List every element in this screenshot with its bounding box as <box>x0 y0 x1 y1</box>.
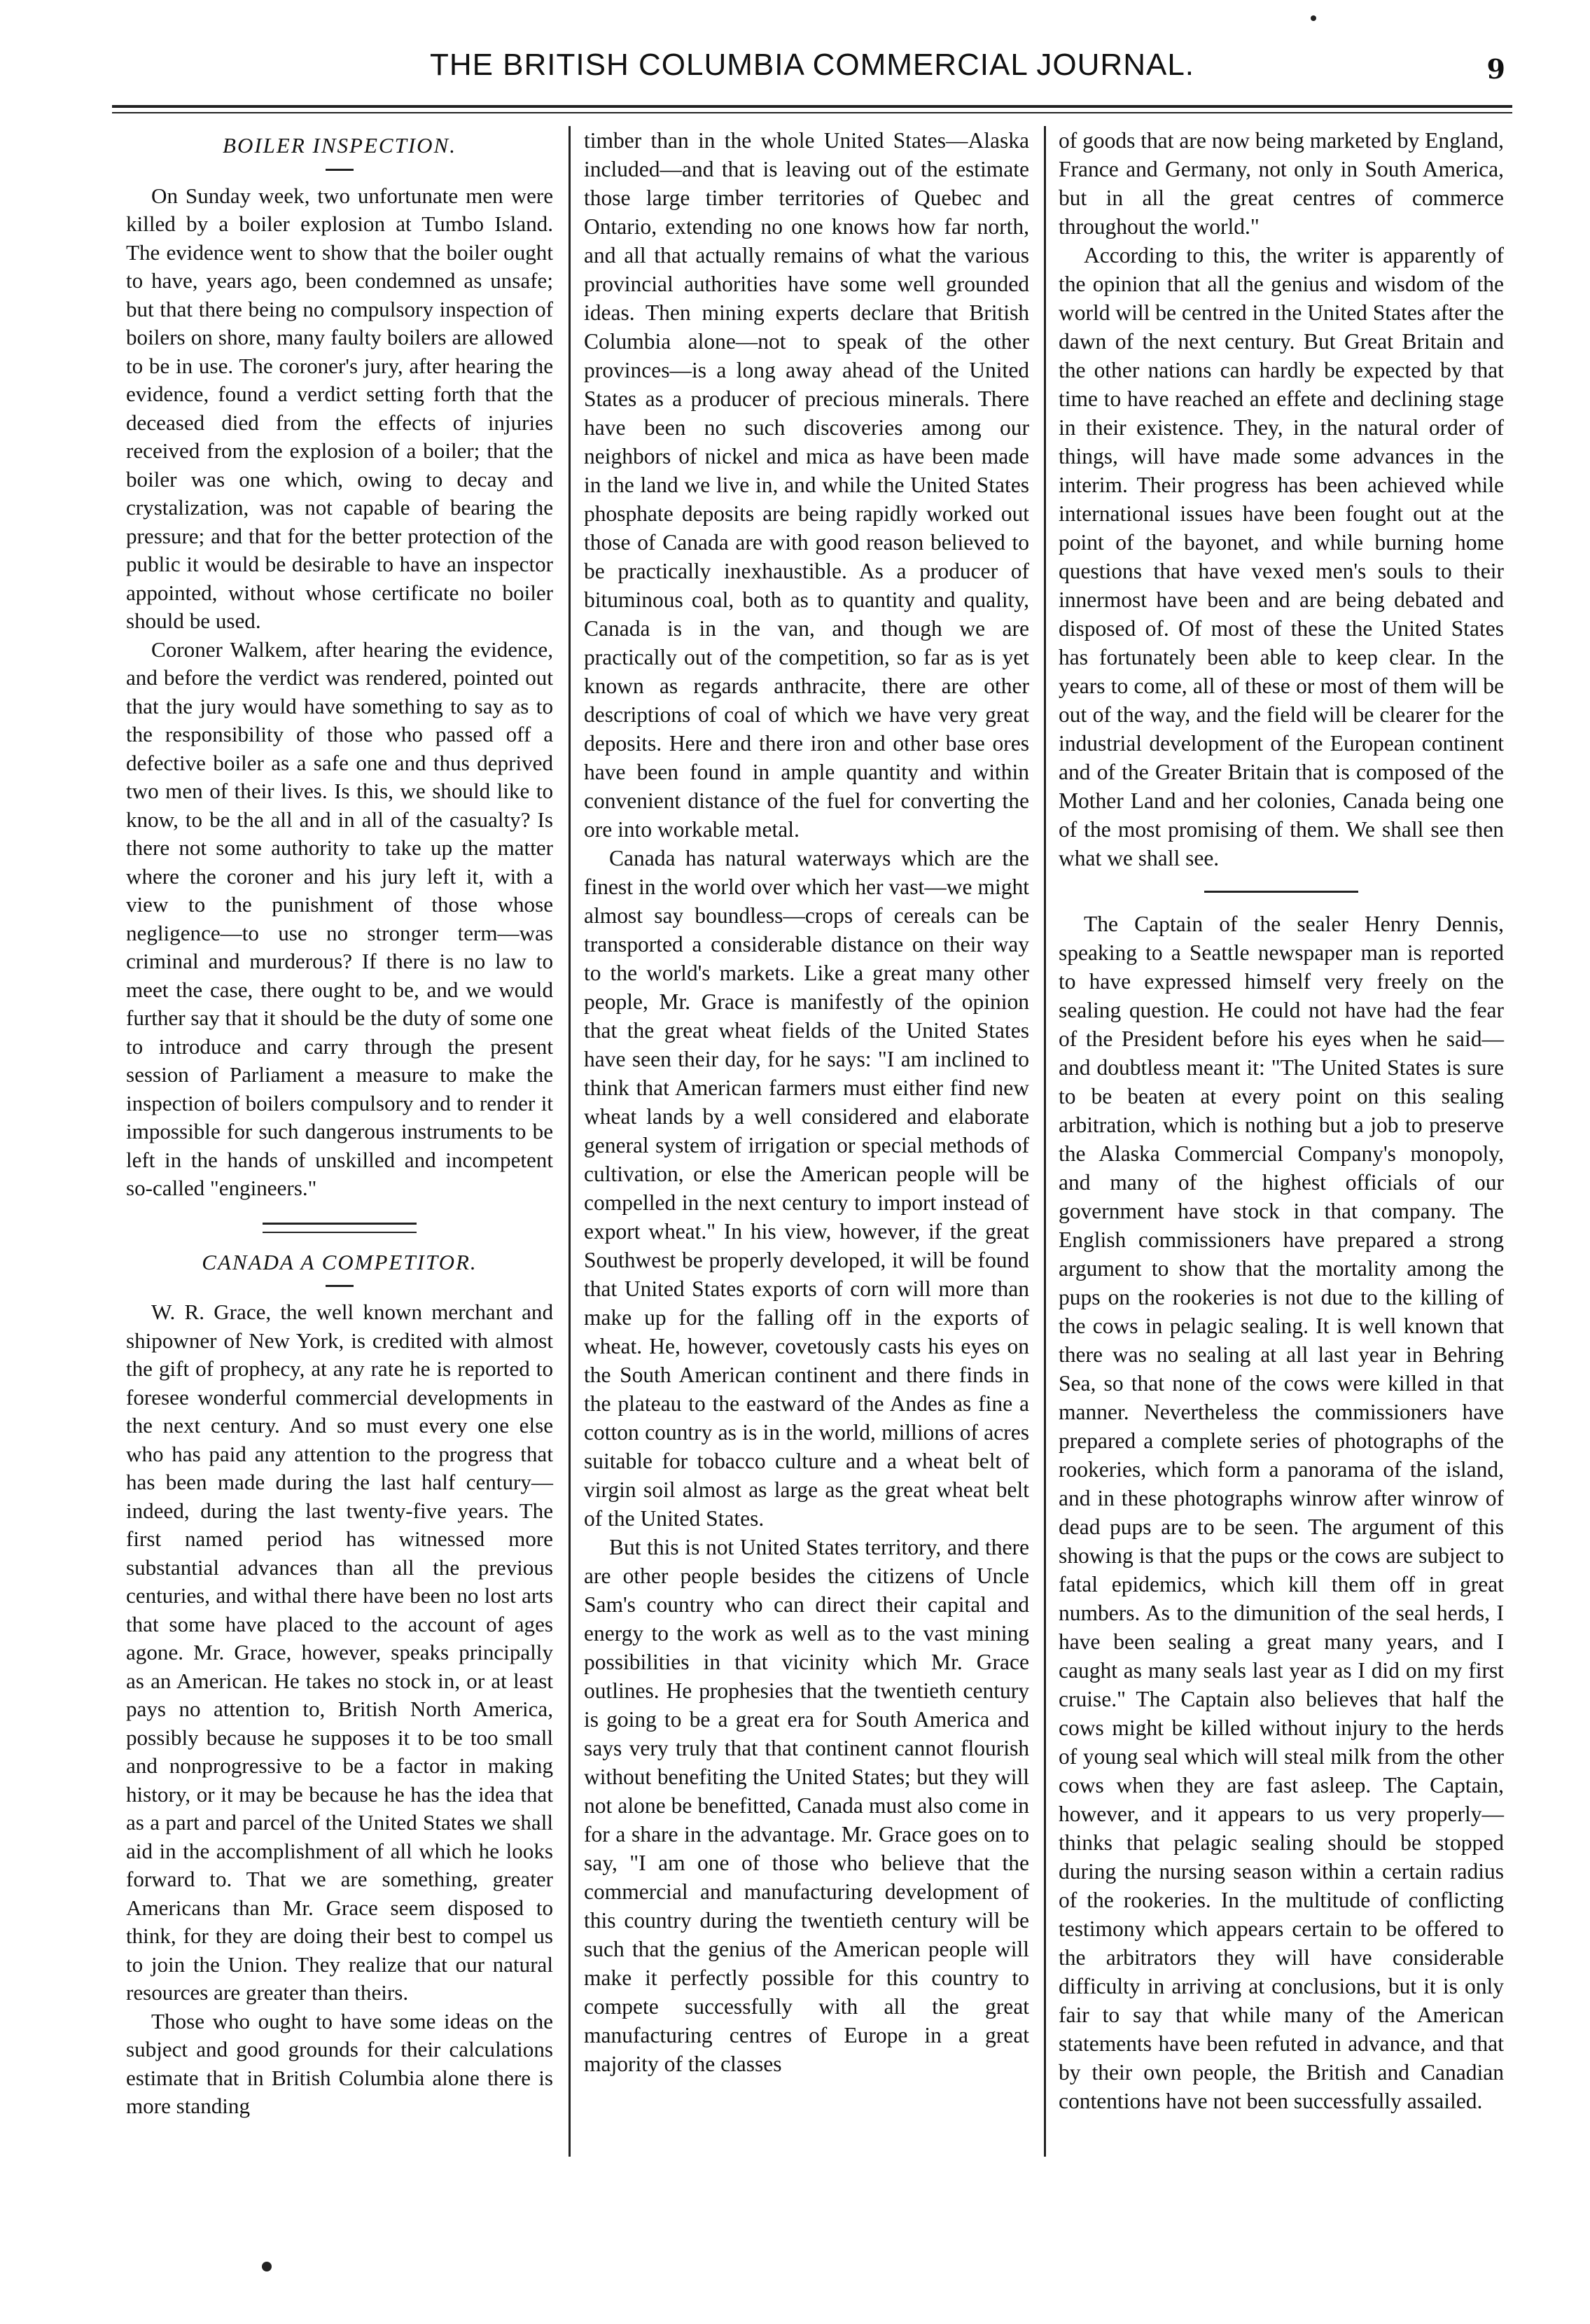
section-divider <box>263 1223 417 1233</box>
article-paragraph: Canada has natural waterways which are the finest in the world over which her vast—we might almost say boundless—crops of cereals can be transported a considerable distance on their way to the world's markets. Like a great many other people, Mr. Grace is manifestly of the opinion that the great wheat fields of the United States have seen their day, for he says: "I am inclined to think that American farmers must either find new wheat lands by a well considered and elaborate general system of irrigation or special methods of cultivation, or else the American people will be compelled in the next century to import instead of export wheat." In his view, however, if the great Southwest be properly developed, it will be found that United States exports of corn will more than make up for the falling off in the exports of wheat. He, however, covetously casts his eyes on the South American continent and there finds in the plateau to the eastward of the Andes as fine a cotton country as is in the world, millions of acres suitable for tobacco culture and a wheat belt of virgin soil almost as large as the great wheat belt of the United States. <box>584 846 1029 1531</box>
article-paragraph: On Sunday week, two unfortunate men were killed by a boiler explosion at Tumbo Island. The evidence went to show that the boiler ought to have, years ago, been condemned as unsafe; but that there being no compulsory inspection of boilers on shore, many faulty boilers are allowed to be in use. The coroner's jury, after hearing the evidence, found a verdict setting forth that the deceased died from the effects of injuries received from the explosion of a boiler; that the boiler was one which, owing to decay and crystalization, was not capable of bearing the pressure; and that for the better protection of the public it would be desirable to have an inspector appointed, without whose certificate no boiler should be used. <box>126 183 553 633</box>
article-paragraph: According to this, the writer is apparently of the opinion that all the genius and wisdom of the world will be centred in the United States after the dawn of the next century. But Great Britain and the other nations can hardly be expected by that time to have reached an effete and declining stage in their existence. They, in the natural order of things, will have made some advances in the interim. Their progress has been achieved while international issues have been fought out at the point of the bayonet, and while burning home questions that have vexed men's souls to their innermost have been and are being debated and disposed of. Of most of these the United States has fortunately been able to keep clear. In the years to come, all of these or most of them will be out of the way, and the field will be clearer for the industrial development of the European continent and of the Greater Britain that is composed of the Mother Land and her colonies, Canada being one of the most promising of them. We shall see then what we shall see. <box>1059 243 1504 870</box>
canada-competitor-heading: CANADA A COMPETITOR. <box>202 1249 477 1274</box>
header-rule-top <box>112 105 1512 108</box>
print-speck <box>1311 15 1316 21</box>
header-rule-bottom <box>112 112 1512 113</box>
article-paragraph: of goods that are now being marketed by England, France and Germany, not only in South America, but in all the great centres of commerce throughout the world." <box>1059 128 1504 239</box>
journal-title: THE BRITISH COLUMBIA COMMERCIAL JOURNAL. <box>429 48 1195 82</box>
article-paragraph: Coroner Walkem, after hearing the evidence, and before the verdict was rendered, pointed out that the jury would have something to say as to the responsibility of those who passed off a defective boiler as a safe one and thus deprived two men of their lives. Is this, we should like to know, to be the all and in all of the casualty? Is there not some authority to take up the matter where the coroner and his jury left it, with a view to the punishment of those whose negligence—to use no stronger term—was criminal and murderous? If there is no law to meet the case, there ought to be, and we would further say that it should be the duty of some one to introduce and carry through the present session of Parliament a measure to make the inspection of boilers compulsory and to render it impossible for such dangerous instruments to be left in the hands of unskilled and incompetent so-called "engineers." <box>126 636 553 1200</box>
heading-dash <box>326 1285 354 1287</box>
heading-dash <box>326 169 354 171</box>
article-paragraph: W. R. Grace, the well known merchant and shipowner of New York, is credited with almost the gift of prophecy, at any rate he is reported to foresee wonderful commercial developments in the next century. And so must every one else who has paid any attention to the progress that has been made during the last half century—indeed, during the last twenty-five years. The first named period has witnessed more substantial advances than all the previous centuries, and withal there have been no lost arts that some have placed to the account of ages agone. Mr. Grace, however, speaks principally as an American. He takes no stock in, or at least pays no attention to, British North America, possibly because he supposes it to be too small and nonprogressive to be a factor in making history, or it may be because he has the idea that as a part and parcel of the United States we shall aid in the accomplishment of all which he looks forward to. That we are something, greater Americans than Mr. Grace seem disposed to think, for they are doing their best to compel us to join the Union. They realize that our natural resources are greater than theirs. <box>126 1300 553 2005</box>
article-paragraph: timber than in the whole United States—Alaska included—and that is leaving out of the estimate those large timber territories of Quebec and Ontario, extending no one knows how far north, and all that actually remains of what the various provincial authorities have some well grounded ideas. Then mining experts declare that British Columbia alone—not to speak of the other provinces—is a long away ahead of the United States as a producer of precious minerals. There have been no such discoveries among our neighbors of nickel and mica as have been made in the land we live in, and while the United States phosphate deposits are being rapidly worked out those of Canada are with good reason believed to be practically inexhaustible. As a producer of bituminous coal, both as to quantity and quality, Canada is in the van, and though we are practically out of the competition, so far as is yet known as regards anthracite, there are other descriptions of coal of which we have very great deposits. Here and there iron and other base ores have been found in ample quantity and within convenient distance of the fuel for converting the ore into workable metal. <box>584 128 1029 842</box>
column-separator-2 <box>1044 126 1046 2157</box>
article-paragraph: Those who ought to have some ideas on the subject and good grounds for their calculations estimate that in British Columbia alone there is more standing <box>126 2008 553 2118</box>
print-speck <box>262 2262 272 2271</box>
column-1 <box>126 126 553 2121</box>
article-paragraph: But this is not United States territory, and there are other people besides the citizens of Uncle Sam's country who can direct their capital and energy to the work as well as to the vast mining possibilities in that vicinity which Mr. Grace outlines. He prophesies that the twentieth century is going to be a great era for South America and says very truly that that continent cannot flourish without benefiting the United States; but they will not alone be benefitted, Canada must also come in for a share in the advantage. Mr. Grace goes on to say, "I am one of those who believe that the commercial and manufacturing development of this country during the twentieth century will be such that the genius of the American people will make it perfectly possible for this country to compete successfully with all the great manufacturing centres of Europe in a great majority of the classes <box>584 1535 1029 2076</box>
column-3 <box>1059 126 1504 2115</box>
page-number: 9 <box>1486 53 1505 85</box>
boiler-inspection-heading: BOILER INSPECTION. <box>223 133 456 158</box>
article-paragraph: The Captain of the sealer Henry Dennis, speaking to a Seattle newspaper man is reported to have expressed himself very freely on the sealing question. He could not have had the fear of the President before his eyes when he said—and doubtless meant it: "The United States is sure to be beaten at every point on this sealing arbitration, which is nothing but a job to preserve the Alaska Commercial Company's monopoly, and many of the highest officials of our government have stock in that company. The English commissioners have prepared a strong argument to show that the mortality among the pups on the rookeries is not due to the killing of the cows in pelagic sealing. It is well known that there was no sealing at all last year in Behring Sea, so that none of the cows were killed in that manner. Nevertheless the commissioners have prepared a complete series of photographs of the rookeries, which form a panorama of the island, and in these photographs winrow after winrow of dead pups are to be seen. The argument of this showing is that the pups or the cows are subject to fatal epidemics, which kill them off in great numbers. As to the dimunition of the seal herds, I have been sealing a great many years, and I caught as many seals last year as I did on my first cruise." The Captain also believes that half the cows might be killed without injury to the herds of young seal which will steal milk from the other cows when they are fast asleep. The Captain, however, and it appears to us very properly—thinks that pelagic sealing should be stopped during the nursing season within a certain radius of the rookeries. In the multitude of conflicting testimony which appears certain to be offered to the arbitrators they will have considerable difficulty in arriving at conclusions, but it is only fair to say that while many of the American statements have been refuted in advance, and that by their own people, the British and Canadian contentions have not been successfully assailed. <box>1059 912 1504 2113</box>
column-2 <box>584 126 1029 2078</box>
page-header <box>112 43 1512 92</box>
section-divider <box>1204 891 1358 893</box>
column-separator-1 <box>569 126 571 2157</box>
